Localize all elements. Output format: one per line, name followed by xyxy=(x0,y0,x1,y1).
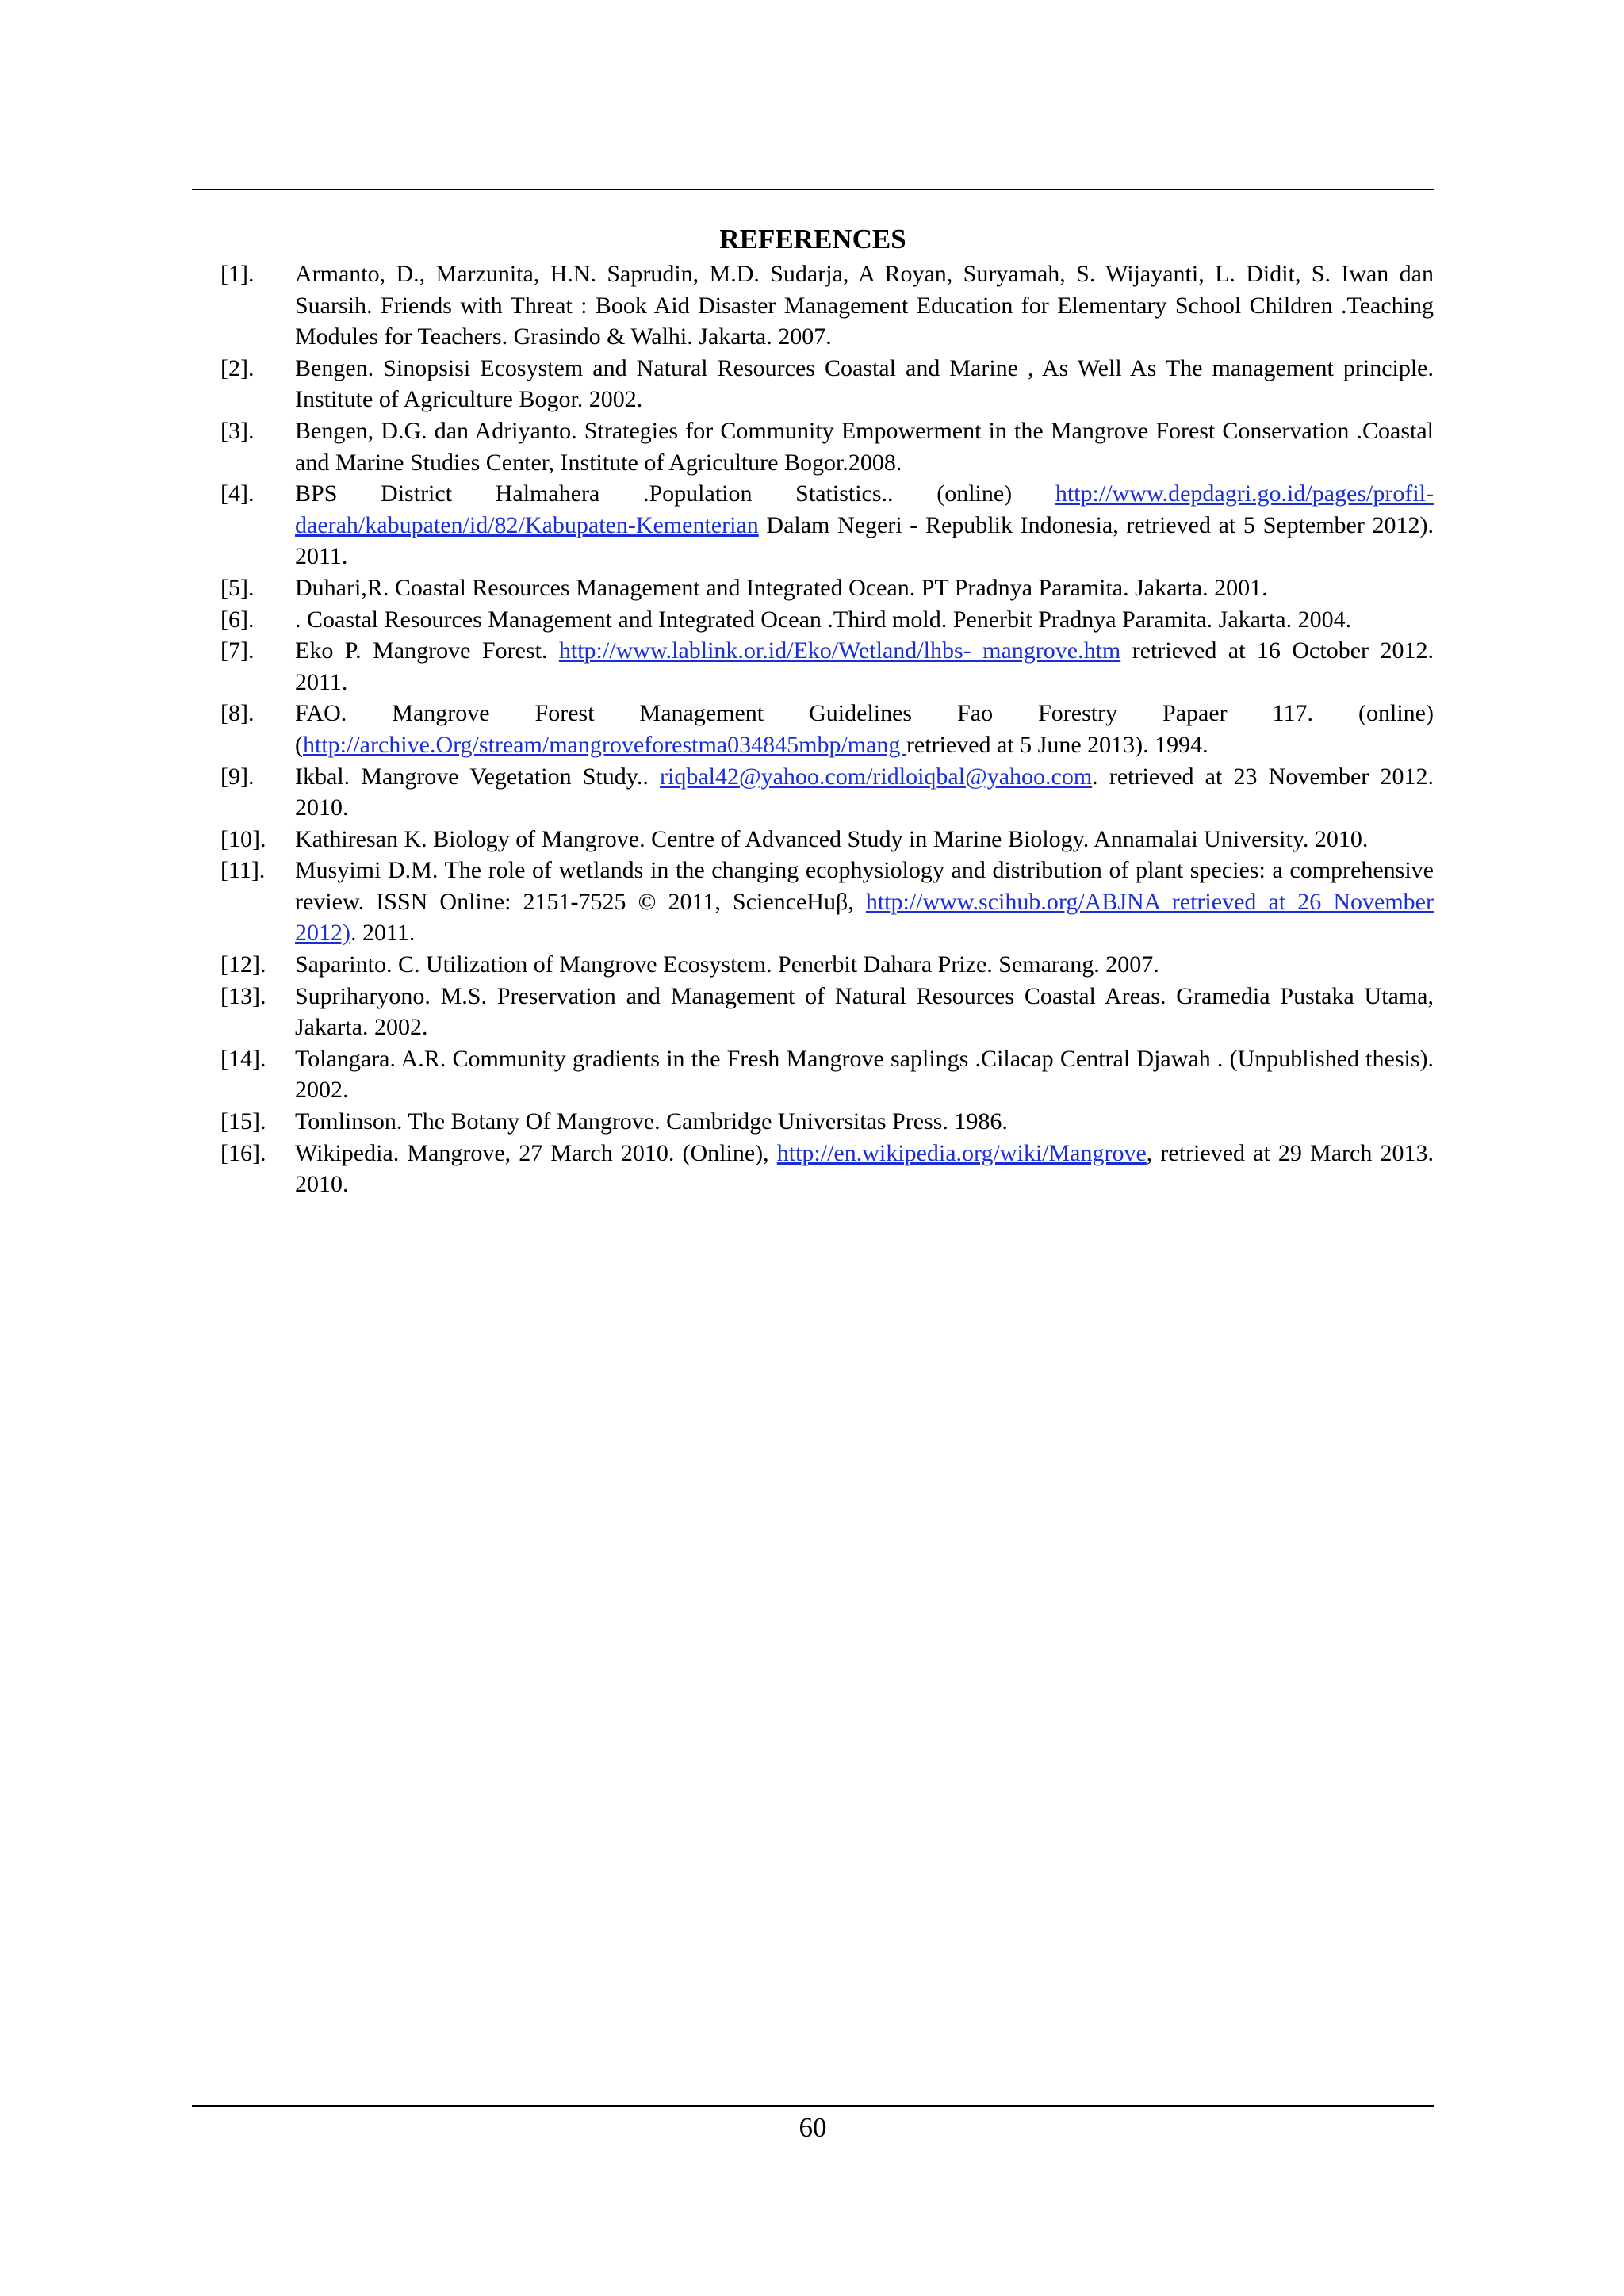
reference-number: [11]. xyxy=(220,857,266,884)
reference-number: [12]. xyxy=(220,951,266,978)
reference-text: , retrieved at 29 March 2013. 2010. xyxy=(295,1139,1434,1198)
reference-number: [13]. xyxy=(220,982,266,1009)
reference-item xyxy=(192,761,1434,824)
reference-text: Eko P. Mangrove Forest. xyxy=(295,637,559,664)
reference-number: [14]. xyxy=(220,1045,266,1072)
reference-text: Ikbal. Mangrove Vegetation Study.. xyxy=(295,763,661,790)
reference-list xyxy=(192,258,1434,1200)
reference-link[interactable]: riqbal42@yahoo.com/ridloiqbal@yahoo.com xyxy=(660,763,1093,790)
reference-link[interactable]: http://archive.Org/stream/mangroveforestma034845mbp/mang xyxy=(303,731,906,758)
page-title: REFERENCES xyxy=(719,224,906,254)
reference-text: Duhari,R. Coastal Resources Management and Integrated Ocean. PT Pradnya Paramita. Jakarta. 2001. xyxy=(295,574,1268,601)
reference-text: retrieved at 5 June 2013). 1994. xyxy=(906,731,1208,758)
reference-number: [1]. xyxy=(220,261,255,287)
reference-item xyxy=(192,635,1434,698)
reference-text: Wikipedia. Mangrove, 27 March 2010. (Online), xyxy=(295,1139,777,1166)
reference-item xyxy=(192,353,1434,415)
reference-text: Saparinto. C. Utilization of Mangrove Ecosystem. Penerbit Dahara Prize. Semarang. 2007. xyxy=(295,951,1159,978)
reference-text: Bengen. Sinopsisi Ecosystem and Natural Resources Coastal and Marine , As Well As The management principle. Institute of Agriculture Bogor. 2002. xyxy=(295,354,1434,413)
reference-item xyxy=(192,949,1434,981)
reference-number: [2]. xyxy=(220,354,255,381)
reference-link[interactable]: http://www.lablink.or.id/Eko/Wetland/lhbs- mangrove.htm xyxy=(558,637,1121,664)
reference-item xyxy=(192,1043,1434,1106)
reference-text: Bengen, D.G. dan Adriyanto. Strategies for Community Empowerment in the Mangrove Forest Conservation .Coastal and Marine Studies Center, Institute of Agriculture Bogor.2008. xyxy=(295,417,1434,476)
reference-number: [8]. xyxy=(220,700,255,727)
reference-item xyxy=(192,855,1434,949)
reference-item xyxy=(192,415,1434,478)
reference-item xyxy=(192,1138,1434,1200)
reference-link[interactable]: http://www.scihub.org/ABJNA retrieved at 26 November 2012) xyxy=(295,888,1434,947)
reference-item xyxy=(192,1106,1434,1138)
header-rule xyxy=(192,189,1434,190)
reference-text: Armanto, D., Marzunita, H.N. Saprudin, M.D. Sudarja, A Royan, Suryamah, S. Wijayanti, L. Didit, S. Iwan dan Suarsih. Friends with Threat : Book Aid Disaster Management Education for Elementary School Children .Teaching Modules for Teachers. Grasindo & Walhi. Jakarta. 2007. xyxy=(295,261,1434,350)
reference-number: [3]. xyxy=(220,417,255,444)
footer-rule xyxy=(192,2105,1434,2107)
reference-text: Tomlinson. The Botany Of Mangrove. Cambridge Universitas Press. 1986. xyxy=(295,1108,1008,1135)
reference-item xyxy=(192,604,1434,636)
reference-number: [10]. xyxy=(220,825,266,852)
reference-item xyxy=(192,258,1434,353)
reference-text: FAO. Mangrove Forest Management Guidelines Fao Forestry Papaer 117. (online) ( xyxy=(295,700,1434,758)
reference-number: [15]. xyxy=(220,1108,266,1135)
reference-text: . retrieved at 23 November 2012. 2010. xyxy=(295,763,1434,821)
reference-number: [5]. xyxy=(220,574,255,601)
reference-text: retrieved at 16 October 2012. 2011. xyxy=(295,637,1434,695)
reference-number: [16]. xyxy=(220,1139,266,1166)
reference-text: Musyimi D.M. The role of wetlands in the changing ecophysiology and distribution of plant species: a comprehensive review. ISSN Online: 2151-7525 © 2011, ScienceHuβ, xyxy=(295,857,1434,915)
reference-text: Kathiresan K. Biology of Mangrove. Centre of Advanced Study in Marine Biology. Annamalai University. 2010. xyxy=(295,825,1369,852)
reference-number: [9]. xyxy=(220,763,255,790)
reference-item xyxy=(192,572,1434,604)
page-number: 60 xyxy=(799,2112,827,2143)
reference-link[interactable]: http://en.wikipedia.org/wiki/Mangrove xyxy=(776,1139,1147,1166)
reference-item xyxy=(192,824,1434,855)
reference-text: Dalam Negeri - Republik Indonesia, retrieved at 5 September 2012). 2011. xyxy=(295,511,1434,570)
reference-item xyxy=(192,478,1434,572)
reference-item xyxy=(192,981,1434,1043)
reference-number: [6]. xyxy=(220,606,255,633)
reference-text: BPS District Halmahera .Population Statistics.. (online) xyxy=(295,480,1055,507)
reference-link[interactable]: http://www.depdagri.go.id/pages/profil-daerah/kabupaten/id/82/Kabupaten-Kementerian xyxy=(295,480,1434,538)
reference-text: . 2011. xyxy=(350,920,416,947)
reference-number: [4]. xyxy=(220,480,255,507)
reference-number: [7]. xyxy=(220,637,255,664)
reference-text: . Coastal Resources Management and Integrated Ocean .Third mold. Penerbit Pradnya Paramita. Jakarta. 2004. xyxy=(295,606,1352,633)
reference-text: Supriharyono. M.S. Preservation and Management of Natural Resources Coastal Areas. Gramedia Pustaka Utama, Jakarta. 2002. xyxy=(295,982,1434,1041)
reference-item xyxy=(192,698,1434,760)
reference-text: Tolangara. A.R. Community gradients in the Fresh Mangrove saplings .Cilacap Central Djawah . (Unpublished thesis). 2002. xyxy=(295,1045,1434,1104)
